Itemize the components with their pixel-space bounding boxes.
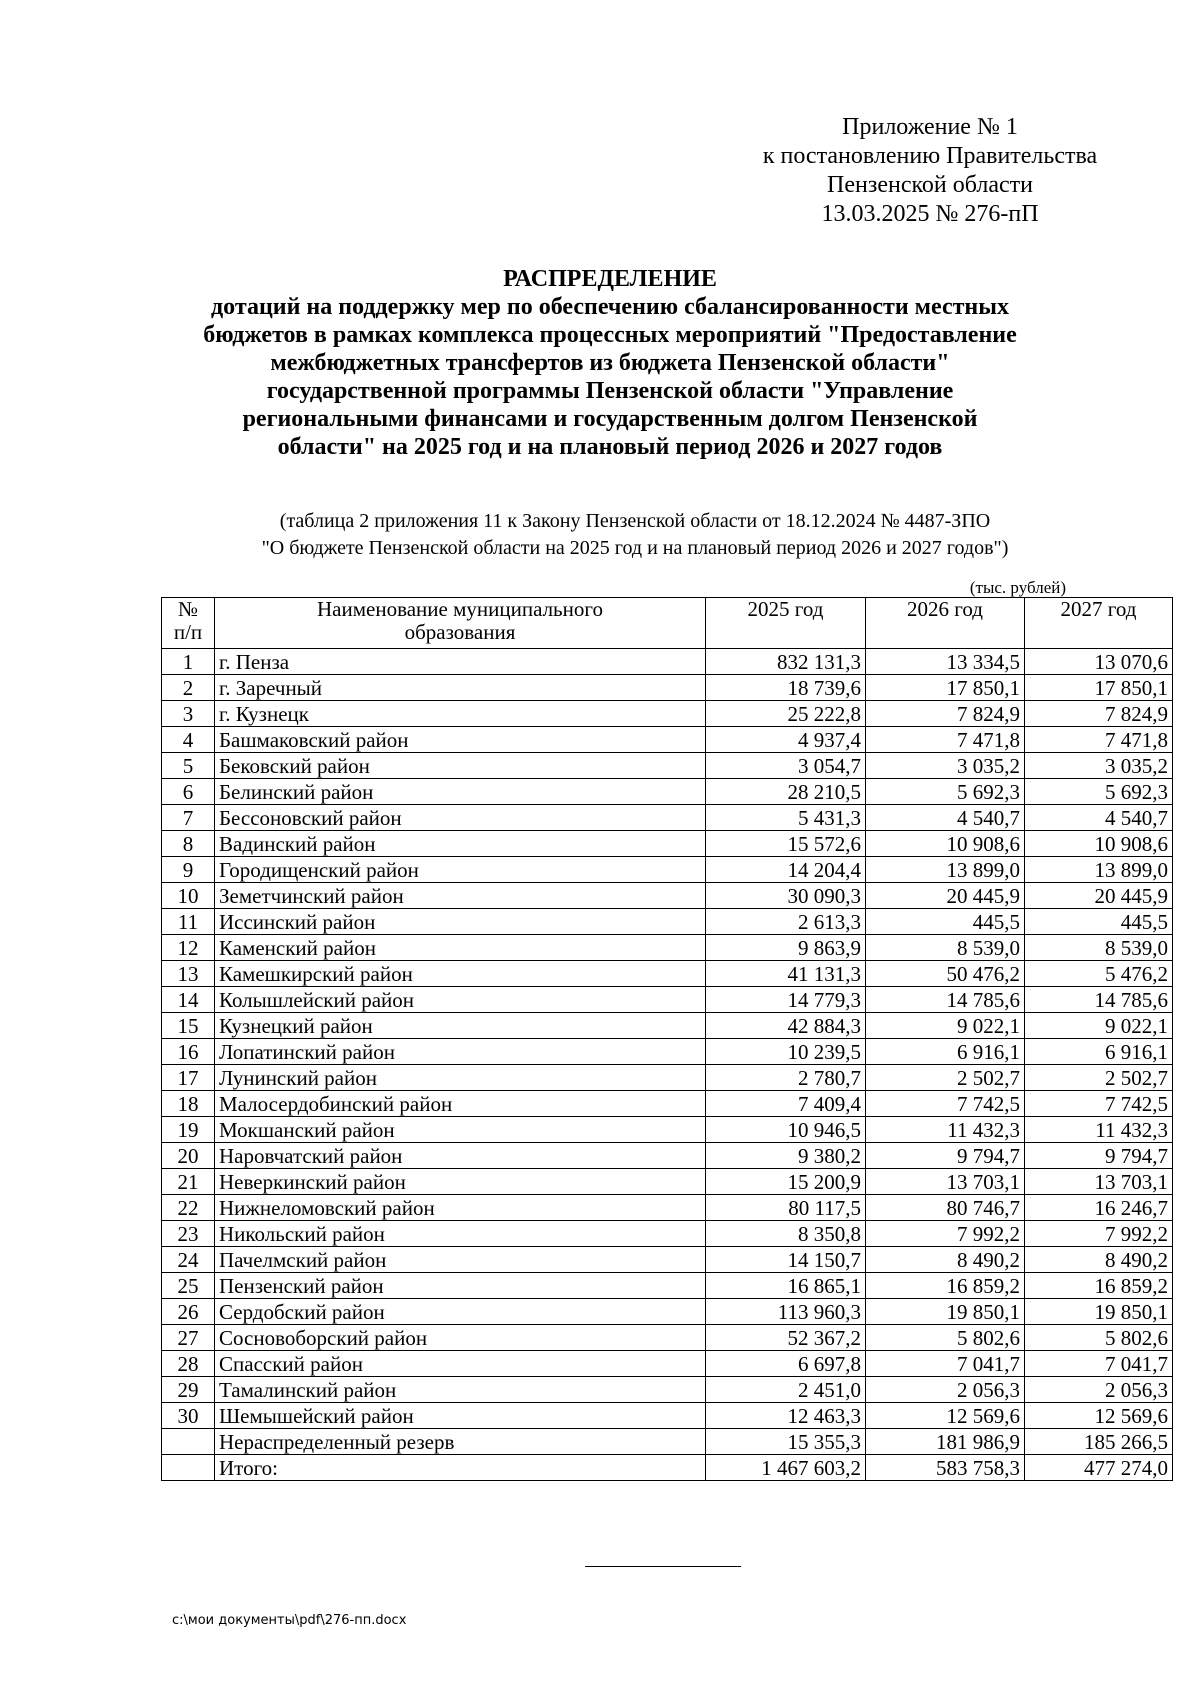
row-number: 7 [162, 805, 215, 831]
value-2025: 14 150,7 [706, 1247, 866, 1273]
municipality-name: Каменский район [215, 935, 706, 961]
value-2027: 20 445,9 [1025, 883, 1173, 909]
header-number-abbr: п/п [173, 620, 203, 644]
value-2026: 5 802,6 [866, 1325, 1025, 1351]
value-2026: 9 794,7 [866, 1143, 1025, 1169]
municipality-name: Бессоновский район [215, 805, 706, 831]
value-2027: 4 540,7 [1025, 805, 1173, 831]
row-number: 1 [162, 649, 215, 675]
row-number: 18 [162, 1091, 215, 1117]
value-2027: 16 859,2 [1025, 1273, 1173, 1299]
row-number: 10 [162, 883, 215, 909]
table-row [162, 961, 1173, 987]
row-number [162, 1455, 215, 1481]
value-2027: 7 742,5 [1025, 1091, 1173, 1117]
table-row [162, 1013, 1173, 1039]
appendix-number: Приложение № 1 [842, 114, 1018, 140]
value-2026: 50 476,2 [866, 961, 1025, 987]
row-number: 27 [162, 1325, 215, 1351]
table-row [162, 1091, 1173, 1117]
municipality-name: Шемышейский район [215, 1403, 706, 1429]
value-2025: 14 204,4 [706, 857, 866, 883]
value-2025: 80 117,5 [706, 1195, 866, 1221]
row-number: 12 [162, 935, 215, 961]
value-2026: 7 824,9 [866, 701, 1025, 727]
municipality-name: Неверкинский район [215, 1169, 706, 1195]
table-row [162, 987, 1173, 1013]
table-row [162, 1169, 1173, 1195]
municipality-name: Пачелмский район [215, 1247, 706, 1273]
value-2026: 8 490,2 [866, 1247, 1025, 1273]
value-2025: 41 131,3 [706, 961, 866, 987]
municipality-name: г. Пенза [215, 649, 706, 675]
value-2026: 4 540,7 [866, 805, 1025, 831]
municipality-name: Лопатинский район [215, 1039, 706, 1065]
value-2026: 583 758,3 [866, 1455, 1025, 1481]
value-2026: 80 746,7 [866, 1195, 1025, 1221]
row-number: 5 [162, 753, 215, 779]
value-2026: 2 056,3 [866, 1377, 1025, 1403]
title-line: бюджетов в рамках комплекса процессных мероприятий "Предоставление [203, 322, 1017, 348]
separator-line [585, 1566, 741, 1567]
header-municipality [215, 598, 706, 649]
row-number: 16 [162, 1039, 215, 1065]
municipality-name: Малосердобинский район [215, 1091, 706, 1117]
municipality-name: Башмаковский район [215, 727, 706, 753]
row-number: 6 [162, 779, 215, 805]
file-path-footer: c:\мои документы\pdf\276-пп.docx [172, 1613, 407, 1628]
value-2026: 3 035,2 [866, 753, 1025, 779]
value-2025: 15 572,6 [706, 831, 866, 857]
value-2027: 7 992,2 [1025, 1221, 1173, 1247]
value-2026: 10 908,6 [866, 831, 1025, 857]
table-row [162, 675, 1173, 701]
row-number: 19 [162, 1117, 215, 1143]
value-2025: 15 200,9 [706, 1169, 866, 1195]
value-2027: 7 824,9 [1025, 701, 1173, 727]
municipality-name: Вадинский район [215, 831, 706, 857]
value-2027: 5 476,2 [1025, 961, 1173, 987]
row-number: 17 [162, 1065, 215, 1091]
table-header-row [162, 598, 1173, 649]
appendix-reference: к постановлению Правительства [762, 143, 1098, 169]
value-2025: 5 431,3 [706, 805, 866, 831]
table-row [162, 935, 1173, 961]
header-year-2025: 2025 год [706, 598, 866, 649]
value-2026: 20 445,9 [866, 883, 1025, 909]
row-number [162, 1429, 215, 1455]
table-row [162, 1377, 1173, 1403]
value-2027: 9 022,1 [1025, 1013, 1173, 1039]
row-number: 21 [162, 1169, 215, 1195]
table-row [162, 649, 1173, 675]
table-row [162, 1403, 1173, 1429]
municipality-name: Нераспределенный резерв [215, 1429, 706, 1455]
table-row [162, 883, 1173, 909]
value-2025: 3 054,7 [706, 753, 866, 779]
row-number: 14 [162, 987, 215, 1013]
value-2027: 445,5 [1025, 909, 1173, 935]
value-2026: 19 850,1 [866, 1299, 1025, 1325]
appendix-block [720, 113, 1140, 229]
value-2025: 10 946,5 [706, 1117, 866, 1143]
value-2027: 13 703,1 [1025, 1169, 1173, 1195]
table-row [162, 1273, 1173, 1299]
table-row [162, 753, 1173, 779]
value-2026: 14 785,6 [866, 987, 1025, 1013]
value-2027: 5 692,3 [1025, 779, 1173, 805]
row-number: 8 [162, 831, 215, 857]
value-2025: 30 090,3 [706, 883, 866, 909]
value-2025: 10 239,5 [706, 1039, 866, 1065]
row-number: 4 [162, 727, 215, 753]
value-2026: 5 692,3 [866, 779, 1025, 805]
value-2027: 10 908,6 [1025, 831, 1173, 857]
value-2027: 13 899,0 [1025, 857, 1173, 883]
municipality-name: Сердобский район [215, 1299, 706, 1325]
municipality-name: Колышлейский район [215, 987, 706, 1013]
value-2026: 7 041,7 [866, 1351, 1025, 1377]
table-row [162, 1221, 1173, 1247]
value-2025: 4 937,4 [706, 727, 866, 753]
table-row [162, 727, 1173, 753]
value-2027: 11 432,3 [1025, 1117, 1173, 1143]
row-number: 24 [162, 1247, 215, 1273]
value-2027: 6 916,1 [1025, 1039, 1173, 1065]
row-number: 25 [162, 1273, 215, 1299]
row-number: 9 [162, 857, 215, 883]
table-row [162, 1351, 1173, 1377]
table-row [162, 1065, 1173, 1091]
value-2025: 52 367,2 [706, 1325, 866, 1351]
municipality-name: Белинский район [215, 779, 706, 805]
value-2026: 7 471,8 [866, 727, 1025, 753]
value-2025: 6 697,8 [706, 1351, 866, 1377]
value-2027: 13 070,6 [1025, 649, 1173, 675]
municipality-name: Земетчинский район [215, 883, 706, 909]
value-2025: 42 884,3 [706, 1013, 866, 1039]
header-number-symbol: № [177, 597, 199, 621]
header-year-2026: 2026 год [866, 598, 1025, 649]
value-2025: 1 467 603,2 [706, 1455, 866, 1481]
table-row [162, 1429, 1173, 1455]
header-number [162, 598, 215, 649]
municipality-name: Тамалинский район [215, 1377, 706, 1403]
title-line: области" на 2025 год и на плановый период 2026 и 2027 годов [277, 434, 943, 460]
value-2027: 16 246,7 [1025, 1195, 1173, 1221]
value-2026: 16 859,2 [866, 1273, 1025, 1299]
value-2026: 445,5 [866, 909, 1025, 935]
municipality-name: Итого: [215, 1455, 706, 1481]
row-number: 20 [162, 1143, 215, 1169]
value-2027: 9 794,7 [1025, 1143, 1173, 1169]
table-body [162, 649, 1173, 1481]
value-2027: 12 569,6 [1025, 1403, 1173, 1429]
value-2025: 9 380,2 [706, 1143, 866, 1169]
row-number: 2 [162, 675, 215, 701]
value-2025: 12 463,3 [706, 1403, 866, 1429]
value-2025: 18 739,6 [706, 675, 866, 701]
table-row [162, 1325, 1173, 1351]
value-2025: 113 960,3 [706, 1299, 866, 1325]
value-2025: 16 865,1 [706, 1273, 866, 1299]
table-row [162, 779, 1173, 805]
row-number: 11 [162, 909, 215, 935]
municipality-name: Камешкирский район [215, 961, 706, 987]
table-row [162, 1299, 1173, 1325]
table-row [162, 1117, 1173, 1143]
value-2025: 9 863,9 [706, 935, 866, 961]
municipality-name: Нижнеломовский район [215, 1195, 706, 1221]
document-title [150, 265, 1070, 461]
value-2026: 2 502,7 [866, 1065, 1025, 1091]
value-2025: 14 779,3 [706, 987, 866, 1013]
header-municipality-line2: образования [404, 620, 516, 644]
value-2027: 8 539,0 [1025, 935, 1173, 961]
row-number: 30 [162, 1403, 215, 1429]
header-municipality-line1: Наименование муниципального [317, 597, 603, 621]
value-2026: 7 742,5 [866, 1091, 1025, 1117]
value-2027: 2 502,7 [1025, 1065, 1173, 1091]
row-number: 26 [162, 1299, 215, 1325]
value-2026: 11 432,3 [866, 1117, 1025, 1143]
value-2027: 5 802,6 [1025, 1325, 1173, 1351]
value-2027: 7 041,7 [1025, 1351, 1173, 1377]
municipality-name: Наровчатский район [215, 1143, 706, 1169]
table-row [162, 701, 1173, 727]
value-2025: 832 131,3 [706, 649, 866, 675]
row-number: 28 [162, 1351, 215, 1377]
value-2026: 12 569,6 [866, 1403, 1025, 1429]
table-row [162, 1247, 1173, 1273]
value-2027: 14 785,6 [1025, 987, 1173, 1013]
title-line: государственной программы Пензенской области "Управление [266, 378, 954, 404]
value-2025: 2 780,7 [706, 1065, 866, 1091]
municipality-name: Городищенский район [215, 857, 706, 883]
municipality-name: г. Кузнецк [215, 701, 706, 727]
value-2025: 25 222,8 [706, 701, 866, 727]
value-2026: 7 992,2 [866, 1221, 1025, 1247]
value-2027: 17 850,1 [1025, 675, 1173, 701]
row-number: 29 [162, 1377, 215, 1403]
value-2026: 13 703,1 [866, 1169, 1025, 1195]
distribution-table [161, 597, 1173, 1481]
source-reference [150, 508, 1120, 562]
appendix-region: Пензенской области [827, 172, 1033, 198]
value-2025: 28 210,5 [706, 779, 866, 805]
table-row [162, 1195, 1173, 1221]
value-2026: 13 334,5 [866, 649, 1025, 675]
municipality-name: Пензенский район [215, 1273, 706, 1299]
value-2026: 6 916,1 [866, 1039, 1025, 1065]
title-line: региональными финансами и государственным долгом Пензенской [242, 406, 978, 432]
row-number: 22 [162, 1195, 215, 1221]
row-number: 23 [162, 1221, 215, 1247]
value-2027: 185 266,5 [1025, 1429, 1173, 1455]
table-row [162, 1143, 1173, 1169]
municipality-name: Спасский район [215, 1351, 706, 1377]
municipality-name: г. Заречный [215, 675, 706, 701]
source-line: "О бюджете Пензенской области на 2025 год и на плановый период 2026 и 2027 годов") [261, 537, 1009, 559]
value-2025: 2 451,0 [706, 1377, 866, 1403]
table-row [162, 831, 1173, 857]
source-line: (таблица 2 приложения 11 к Закону Пензенской области от 18.12.2024 № 4487-ЗПО [279, 510, 991, 532]
value-2027: 7 471,8 [1025, 727, 1173, 753]
title-line: РАСПРЕДЕЛЕНИЕ [503, 266, 717, 292]
table-row [162, 805, 1173, 831]
title-line: межбюджетных трансфертов из бюджета Пензенской области" [270, 350, 950, 376]
value-2027: 3 035,2 [1025, 753, 1173, 779]
value-2026: 181 986,9 [866, 1429, 1025, 1455]
value-2025: 2 613,3 [706, 909, 866, 935]
row-number: 13 [162, 961, 215, 987]
value-2027: 477 274,0 [1025, 1455, 1173, 1481]
value-2027: 8 490,2 [1025, 1247, 1173, 1273]
row-number: 15 [162, 1013, 215, 1039]
municipality-name: Кузнецкий район [215, 1013, 706, 1039]
municipality-name: Бековский район [215, 753, 706, 779]
title-line: дотаций на поддержку мер по обеспечению сбалансированности местных [211, 294, 1009, 320]
table-row [162, 909, 1173, 935]
municipality-name: Мокшанский район [215, 1117, 706, 1143]
value-2025: 15 355,3 [706, 1429, 866, 1455]
value-2027: 19 850,1 [1025, 1299, 1173, 1325]
value-2026: 9 022,1 [866, 1013, 1025, 1039]
value-2025: 8 350,8 [706, 1221, 866, 1247]
municipality-name: Никольский район [215, 1221, 706, 1247]
table-row [162, 1455, 1173, 1481]
header-year-2027: 2027 год [1025, 598, 1173, 649]
municipality-name: Лунинский район [215, 1065, 706, 1091]
municipality-name: Сосновоборский район [215, 1325, 706, 1351]
table-row [162, 1039, 1173, 1065]
row-number: 3 [162, 701, 215, 727]
value-2027: 2 056,3 [1025, 1377, 1173, 1403]
table-row [162, 857, 1173, 883]
value-2026: 17 850,1 [866, 675, 1025, 701]
value-2025: 7 409,4 [706, 1091, 866, 1117]
value-2026: 8 539,0 [866, 935, 1025, 961]
value-2026: 13 899,0 [866, 857, 1025, 883]
municipality-name: Иссинский район [215, 909, 706, 935]
appendix-date-number: 13.03.2025 № 276-пП [821, 201, 1039, 227]
units-label: (тыс. рублей) [969, 578, 1066, 597]
